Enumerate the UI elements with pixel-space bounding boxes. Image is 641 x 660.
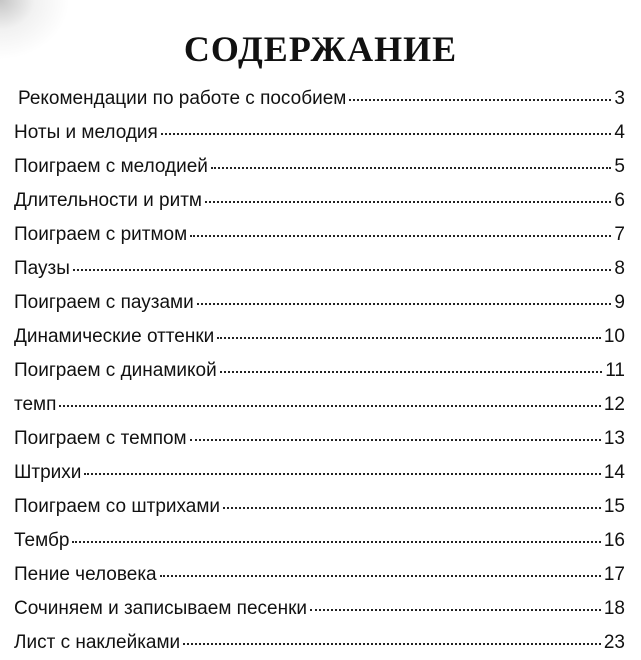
toc-entry[interactable] <box>14 558 625 592</box>
toc-entry-page-number: 3 <box>614 88 625 109</box>
toc-entry[interactable] <box>14 388 625 422</box>
toc-entry-page-number: 5 <box>614 156 625 177</box>
toc-entry-label: Поиграем с динамикой <box>14 360 217 381</box>
toc-entry-page-number: 12 <box>603 394 625 415</box>
toc-entry[interactable] <box>14 218 625 252</box>
toc-entry-page-number: 17 <box>603 564 625 585</box>
toc-entry-page-number: 16 <box>603 530 625 551</box>
toc-entry[interactable] <box>14 354 625 388</box>
toc-entry[interactable] <box>14 150 625 184</box>
toc-entry[interactable] <box>14 286 625 320</box>
toc-dot-leader <box>73 267 612 271</box>
toc-entry[interactable] <box>14 524 625 558</box>
toc-dot-leader <box>220 369 603 373</box>
toc-dot-leader <box>160 573 601 577</box>
toc-entry-label: Штрихи <box>14 462 82 483</box>
toc-entry-page-number: 15 <box>603 496 625 517</box>
toc-entry[interactable] <box>14 456 625 490</box>
toc-entry[interactable] <box>14 320 625 354</box>
toc-entry-label: темп <box>14 394 57 415</box>
toc-dot-leader <box>183 641 601 645</box>
toc-entry-label: Пение человека <box>14 564 157 585</box>
toc-entry-page-number: 14 <box>603 462 625 483</box>
toc-dot-leader <box>310 607 601 611</box>
toc-entry-label: Поиграем с темпом <box>14 428 187 449</box>
toc-entry[interactable] <box>14 490 625 524</box>
toc-entry-page-number: 23 <box>603 632 625 653</box>
toc-entry-label: Рекомендации по работе с пособием <box>18 88 347 109</box>
toc-entry-page-number: 4 <box>614 122 625 143</box>
toc-entry-label: Паузы <box>14 258 70 279</box>
toc-entry-page-number: 6 <box>614 190 625 211</box>
toc-entry-label: Поиграем с ритмом <box>14 224 188 245</box>
toc-entry[interactable] <box>14 184 625 218</box>
toc-entry-label: Поиграем с паузами <box>14 292 194 313</box>
toc-entry-label: Поиграем со штрихами <box>14 496 221 517</box>
toc-entry-page-number: 7 <box>614 224 625 245</box>
toc-dot-leader <box>349 97 611 101</box>
toc-entry[interactable] <box>14 592 625 626</box>
toc-entry-page-number: 13 <box>603 428 625 449</box>
toc-dot-leader <box>72 539 600 543</box>
toc-entry-label: Тембр <box>14 530 70 551</box>
toc-entry-label: Длительности и ритм <box>14 190 202 211</box>
toc-dot-leader <box>223 505 601 509</box>
toc-entry-page-number: 9 <box>614 292 625 313</box>
toc-entry-label: Сочиняем и записываем песенки <box>14 598 307 619</box>
table-of-contents <box>14 82 625 660</box>
page-title: СОДЕРЖАНИЕ <box>183 29 458 70</box>
toc-entry-page-number: 8 <box>614 258 625 279</box>
toc-entry[interactable] <box>14 82 625 116</box>
toc-entry-page-number: 11 <box>605 360 625 381</box>
toc-entry-label: Ноты и мелодия <box>14 122 158 143</box>
toc-entry-page-number: 18 <box>603 598 625 619</box>
toc-dot-leader <box>59 403 600 407</box>
toc-dot-leader <box>84 471 600 475</box>
toc-entry[interactable] <box>14 116 625 150</box>
toc-entry-label: Лист с наклейками <box>14 632 181 653</box>
toc-entry-label: Поиграем с мелодией <box>14 156 208 177</box>
toc-dot-leader <box>190 233 611 237</box>
toc-entry[interactable] <box>14 626 625 660</box>
toc-dot-leader <box>217 335 601 339</box>
toc-entry-page-number: 10 <box>603 326 625 347</box>
toc-entry-label: Динамические оттенки <box>14 326 215 347</box>
toc-dot-leader <box>190 437 601 441</box>
toc-dot-leader <box>211 165 612 169</box>
toc-dot-leader <box>197 301 612 305</box>
toc-entry[interactable] <box>14 252 625 286</box>
toc-dot-leader <box>161 131 612 135</box>
toc-entry[interactable] <box>14 422 625 456</box>
toc-dot-leader <box>205 199 611 203</box>
